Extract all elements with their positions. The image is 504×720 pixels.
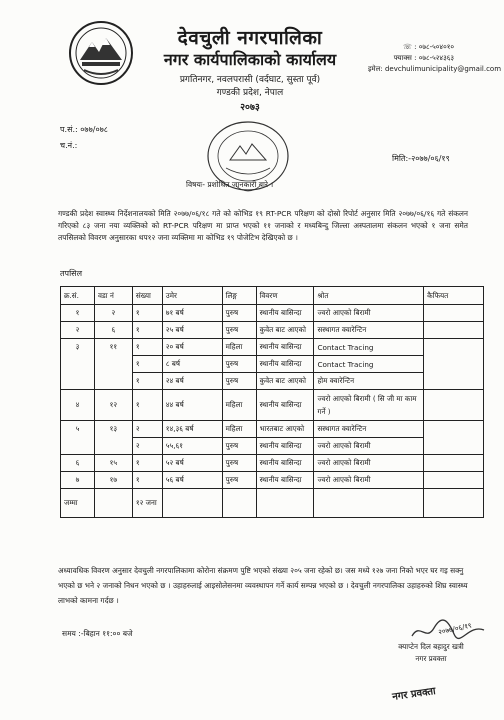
cell-gender: पुरुष <box>222 438 256 455</box>
cell-age: ५६ बर्ष <box>162 472 222 489</box>
cell-total-value: १२ जना <box>132 489 162 518</box>
col-header-gender: लिङ्ग <box>222 287 256 305</box>
cell-remarks <box>424 472 484 489</box>
cell-gender: पुरुष <box>222 305 256 322</box>
cell-age: ५५,६१ <box>162 438 222 455</box>
contact-phone: ☏ : ०७८-५०४०१० <box>403 43 454 51</box>
header-province: गण्डकी प्रदेश, नेपाल <box>216 88 284 98</box>
cell-remarks <box>424 421 484 455</box>
footer-summary: अध्यावधिक विवरण अनुसार देवचुली नगरपालिकामा कोरोना संक्रमण पुष्टि भएको संख्या २०५ जना रहेको छ। जस मध्ये १२७ जना निको भएर घर गइ सक्नु भएको छ भने २ जनाको निधन भएको छ । उहाहरुलाई आइसोलेसनमा व्यवस्थापन गर्ने कार्य सम्पन्न भएको छ । देवचुली नगरपालिका उहाहरुको शिघ्र स्वास्थ्य लाभको कामना गर्दछ । <box>58 566 468 605</box>
cell-sn: १ <box>61 305 95 322</box>
cases-table <box>60 286 484 518</box>
cell-ward: ६ <box>94 322 132 339</box>
col-header-count: संख्या <box>132 287 162 305</box>
col-header-detail: विवरण <box>256 287 314 305</box>
issue-time: समय :-बिहान ११:०० बजे <box>62 629 133 638</box>
cell-age: ७१ बर्ष <box>162 305 222 322</box>
table-row <box>61 390 484 421</box>
cell-gender: महिला <box>222 390 256 421</box>
cell-detail: कुवेत बाट आएको <box>256 373 314 390</box>
signatory-designation: नगर प्रवक्ता <box>415 654 447 663</box>
cell-count: १ <box>132 356 162 373</box>
cell-detail: कुवेत बाट आएको <box>256 322 314 339</box>
municipality-logo-icon <box>68 20 134 86</box>
cell-remarks <box>424 305 484 322</box>
header-year: २०७३ <box>240 102 260 113</box>
cell-gender: महिला <box>222 421 256 438</box>
table-row <box>61 472 484 489</box>
spokesperson-stamp: नगर प्रवक्ता <box>391 686 437 703</box>
cell-empty <box>424 489 484 518</box>
cell-detail: स्थानीय बासिन्दा <box>256 305 314 322</box>
table-row <box>61 421 484 438</box>
cell-source: Contact Tracing <box>314 356 424 373</box>
cell-count: १ <box>132 390 162 421</box>
cell-count: २ <box>132 438 162 455</box>
letter-body: गण्डकी प्रदेश स्वास्थ्य निर्देशनालयको मिति २०७७/०६/१८ गते को कोभिड १९ RT-PCR परिक्षण को दोस्रो रिपोर्ट अनुसार मिति २०७७/०६/१६ गते संकलन गरिएको ८३ जना नया व्यक्तिको को RT-PCR परिक्षण मा प्राप्त भएको ११ जनाको र मध्यबिन्दु जिल्ला अस्पतालमा संकलन भएको १ जना समेत तपसिलको विवरण अनुसारका थप१२ जना व्यक्तिमा मा कोभिड १९ पोजेटिभ देखिएको छ । <box>58 209 468 242</box>
cell-detail: स्थानीय बासिन्दा <box>256 455 314 472</box>
cell-source: Contact Tracing <box>314 339 424 356</box>
cell-source: ज्वरो आएको बिरामी ( सि जी मा काम गर्ने ) <box>314 390 424 421</box>
cell-gender: पुरुष <box>222 472 256 489</box>
cell-remarks <box>424 390 484 421</box>
cell-count: १ <box>132 373 162 390</box>
table-row <box>61 455 484 472</box>
cell-remarks <box>424 339 484 390</box>
table-total-row <box>61 489 484 518</box>
cell-count: १ <box>132 305 162 322</box>
cell-ward: १७ <box>94 472 132 489</box>
cell-count: १ <box>132 472 162 489</box>
letter-subject: विषयः- प्रशोधित जानकारी बारे । <box>186 180 274 189</box>
cell-age: ४४ बर्ष <box>162 390 222 421</box>
signatory-name-text: क्याप्टेन दिल बहादुर खत्री <box>398 642 464 651</box>
cell-count: २ <box>132 421 162 438</box>
signatory-name <box>376 641 486 665</box>
cell-count: १ <box>132 455 162 472</box>
cell-age: २५ बर्ष <box>162 322 222 339</box>
col-header-age: उमेर <box>162 287 222 305</box>
cell-source: ज्वरो आएको बिरामी <box>314 472 424 489</box>
cell-age: ८ बर्ष <box>162 356 222 373</box>
cell-empty <box>256 489 314 518</box>
table-row <box>61 322 484 339</box>
cell-gender: पुरुष <box>222 455 256 472</box>
cell-age: १४,३६ बर्ष <box>162 421 222 438</box>
table-header-row <box>61 287 484 305</box>
table-row <box>61 305 484 322</box>
cell-empty <box>94 489 132 518</box>
cell-detail: स्थानीय बासिन्दा <box>256 438 314 455</box>
cell-source: सस्थागत क्वारेन्टिन <box>314 322 424 339</box>
cell-sn: ३ <box>61 339 95 390</box>
col-header-sn: क्र.सं. <box>61 287 95 305</box>
cell-count: १ <box>132 322 162 339</box>
contact-email-row <box>368 64 501 74</box>
header-office-name: नगर कार्यपालिकाको कार्यालय <box>163 50 337 69</box>
header-address: प्रगतिनगर, नवलपरासी (वर्दघाट, सुस्ता पूर्व) <box>179 75 321 85</box>
cell-count: १ <box>132 339 162 356</box>
cell-source: ज्वरो आएको बिरामी <box>314 438 424 455</box>
cell-ward: १५ <box>94 455 132 472</box>
cell-ward: ११ <box>94 339 132 390</box>
cell-empty <box>162 489 222 518</box>
cell-detail: भारतबाट आएको <box>256 421 314 438</box>
cell-detail: स्थानीय बासिन्दा <box>256 472 314 489</box>
cell-sn: २ <box>61 322 95 339</box>
cell-age: ५२ बर्ष <box>162 455 222 472</box>
cell-sn: ४ <box>61 390 95 421</box>
col-header-remarks: कैफियत <box>424 287 484 305</box>
cell-gender: महिला <box>222 339 256 356</box>
cell-remarks <box>424 322 484 339</box>
contact-fax: फ्याक्स : ०७८-५२४३६३ <box>393 54 454 62</box>
cell-age: २० बर्ष <box>162 339 222 356</box>
cell-age: २४ बर्ष <box>162 373 222 390</box>
signature-date: २०७७/०६/१९ <box>437 621 473 637</box>
cell-gender: पुरुष <box>222 356 256 373</box>
col-header-ward: वडा नं <box>94 287 132 305</box>
cell-detail: स्थानीय बासिन्दा <box>256 356 314 373</box>
cell-empty <box>222 489 256 518</box>
cell-source: सस्थागत क्वारेन्टिन <box>314 421 424 438</box>
dispatch-number: च.नं.: <box>60 141 78 150</box>
cell-gender: पुरुष <box>222 373 256 390</box>
details-label: तपसिल <box>60 269 83 278</box>
cell-empty <box>314 489 424 518</box>
reference-number: प.सं.: ०७७/०७८ <box>60 125 108 134</box>
cell-detail: स्थानीय बासिन्दा <box>256 390 314 421</box>
header-municipality-name: देवचुली नगरपालिका <box>177 27 323 49</box>
cell-sn: ५ <box>61 421 95 455</box>
cell-ward: १३ <box>94 421 132 455</box>
cell-remarks <box>424 455 484 472</box>
cell-gender: पुरुष <box>222 322 256 339</box>
cell-source: ज्वरो आएको बिरामी <box>314 305 424 322</box>
letter-date: मिति:-२०७७/०६/१९ <box>392 154 450 163</box>
email-label: इमेल: <box>368 65 383 73</box>
cell-ward: २ <box>94 305 132 322</box>
table-row <box>61 339 484 356</box>
cell-source: ज्वरो आएको बिरामी <box>314 455 424 472</box>
email-address[interactable]: devchulimunicipality@gmail.com <box>384 65 502 73</box>
cell-sn: ७ <box>61 472 95 489</box>
cell-detail: स्थानीय बासिन्दा <box>256 339 314 356</box>
cell-source: होम क्वारेन्टिन <box>314 373 424 390</box>
col-header-source: श्रोत <box>314 287 424 305</box>
cell-sn: ६ <box>61 455 95 472</box>
cell-total-label: जम्मा <box>61 489 95 518</box>
cell-ward: १२ <box>94 390 132 421</box>
